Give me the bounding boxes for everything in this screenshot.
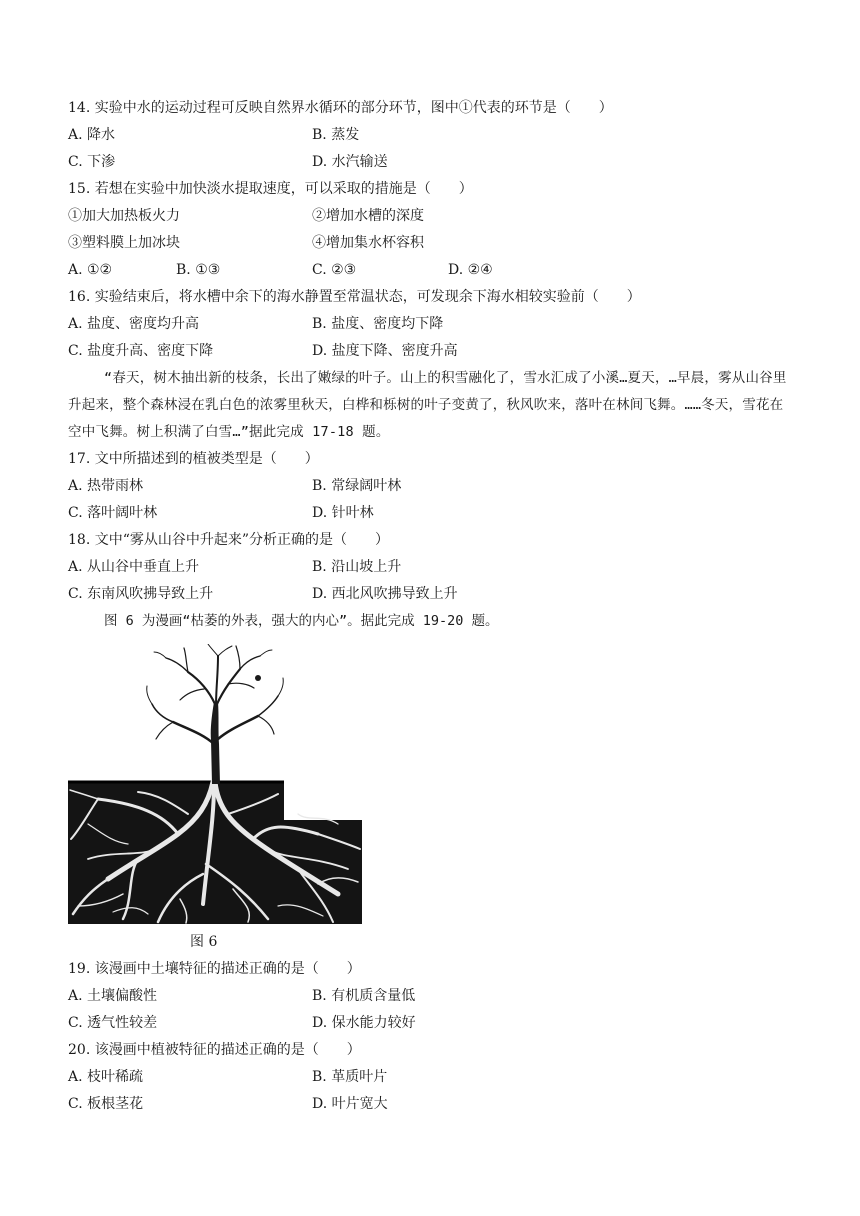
q18-option-b: B. 沿山坡上升	[312, 559, 402, 575]
q15-statement-2: ②增加水槽的深度	[312, 208, 424, 224]
question-19-stem: 19. 该漫画中土壤特征的描述正确的是（ ）	[68, 961, 361, 977]
q19-option-a: A. 土壤偏酸性	[68, 988, 158, 1004]
q18-option-d: D. 西北风吹拂导致上升	[312, 586, 458, 602]
q15-statement-3: ③塑料膜上加冰块	[68, 235, 180, 251]
q14-option-b: B. 蒸发	[312, 127, 360, 143]
q15-option-d: D. ②④	[448, 262, 493, 278]
q20-option-c: C. 板根茎花	[68, 1096, 144, 1112]
q16-option-a: A. 盐度、密度均升高	[68, 316, 200, 332]
q18-option-c: C. 东南风吹拂导致上升	[68, 586, 214, 602]
q19-option-c: C. 透气性较差	[68, 1015, 158, 1031]
figure-6-withered-tree-roots	[68, 644, 364, 926]
q15-statement-1: ①加大加热板火力	[68, 208, 180, 224]
q16-option-b: B. 盐度、密度均下降	[312, 316, 444, 332]
q15-option-b: B. ①③	[176, 262, 221, 278]
q14-option-a: A. 降水	[68, 127, 116, 143]
q15-option-c: C. ②③	[312, 262, 357, 278]
q15-statement-4: ④增加集水杯容积	[312, 235, 424, 251]
q15-option-a: A. ①②	[68, 262, 113, 278]
q16-option-d: D. 盐度下降、密度升高	[312, 343, 458, 359]
q14-option-d: D. 水汽输送	[312, 154, 388, 170]
reading-passage: “春天，树木抽出新的枝条，长出了嫩绿的叶子。山上的积雪融化了，雪水汇成了小溪…夏天，…早晨，雾从山谷里升起来，整个森林浸在乳白色的浓雾里秋天，白桦和栎树的叶子变黄了，秋风吹来，落叶在林间飞舞。……冬天，雪花在空中飞舞。树上积满了白雪…”据此完成 17-18 题。	[68, 370, 787, 440]
question-14-stem: 14. 实验中水的运动过程可反映自然界水循环的部分环节，图中①代表的环节是（ ）	[68, 100, 613, 116]
q16-option-c: C. 盐度升高、密度下降	[68, 343, 214, 359]
q20-option-b: B. 革质叶片	[312, 1069, 388, 1085]
q20-option-d: D. 叶片宽大	[312, 1096, 388, 1112]
question-18-stem: 18. 文中“雾从山谷中升起来”分析正确的是（ ）	[68, 532, 390, 548]
figure-6-caption: 图 6	[190, 934, 218, 950]
figure-intro: 图 6 为漫画“枯萎的外表，强大的内心”。据此完成 19-20 题。	[104, 613, 499, 629]
q19-option-b: B. 有机质含量低	[312, 988, 416, 1004]
q18-option-a: A. 从山谷中垂直上升	[68, 559, 200, 575]
q19-option-d: D. 保水能力较好	[312, 1015, 416, 1031]
q17-option-b: B. 常绿阔叶林	[312, 478, 402, 494]
q14-option-c: C. 下渗	[68, 154, 116, 170]
q17-option-c: C. 落叶阔叶林	[68, 505, 158, 521]
question-17-stem: 17. 文中所描述到的植被类型是（ ）	[68, 451, 319, 467]
question-15-stem: 15. 若想在实验中加快淡水提取速度，可以采取的措施是（ ）	[68, 181, 473, 197]
q20-option-a: A. 枝叶稀疏	[68, 1069, 144, 1085]
q17-option-a: A. 热带雨林	[68, 478, 144, 494]
question-16-stem: 16. 实验结束后，将水槽中余下的海水静置至常温状态，可发现余下海水相较实验前（ ）	[68, 289, 641, 305]
question-20-stem: 20. 该漫画中植被特征的描述正确的是（ ）	[68, 1042, 361, 1058]
q17-option-d: D. 针叶林	[312, 505, 374, 521]
